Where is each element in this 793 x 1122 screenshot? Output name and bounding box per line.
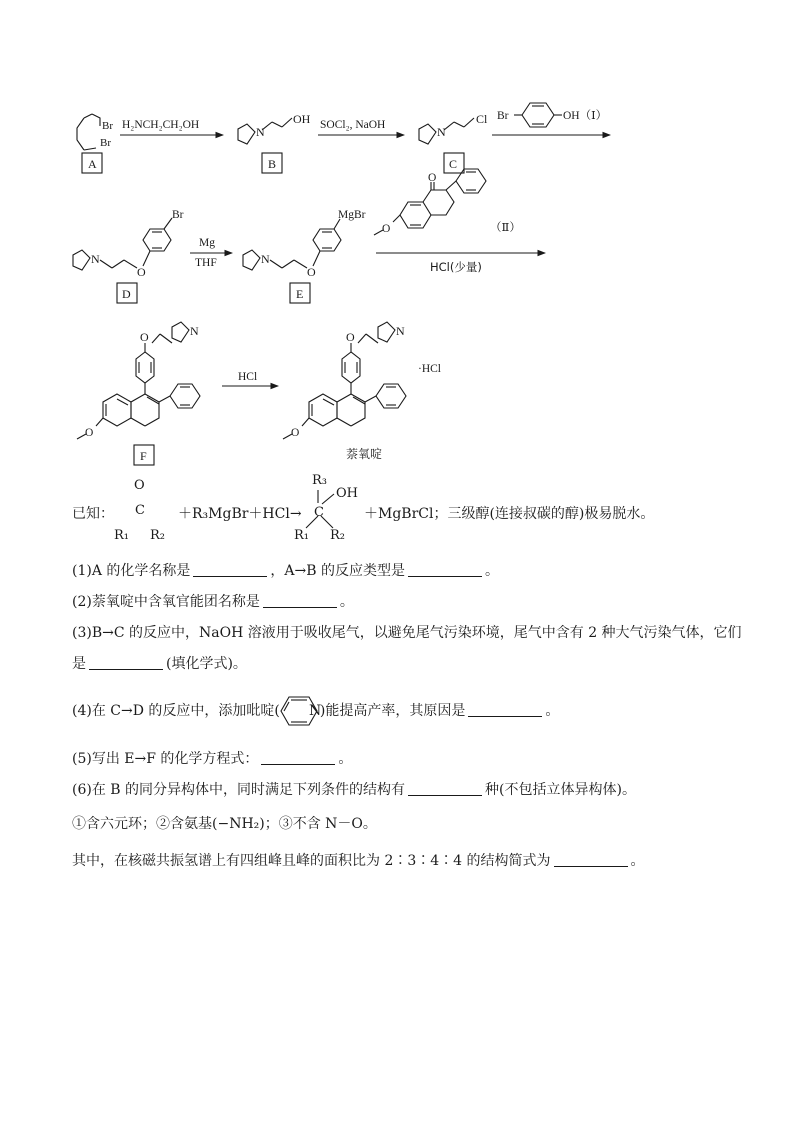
atom-o: O — [382, 223, 391, 235]
reagent-ab: H₂NCH₂CH₂OH — [122, 119, 200, 131]
question-2: (2)萘氧啶中含氧官能团名称是 。 — [72, 594, 354, 610]
atom-n: N — [190, 324, 199, 338]
question-3-line1: (3)B→C 的反应中，NaOH 溶液用于吸收尾气，以避免尾气污染环境，尾气中含有 2 种大气污染气体，它们 — [72, 625, 742, 641]
question-3-line2: 是 (填化学式)。 — [72, 656, 247, 672]
atom-br: Br — [172, 209, 184, 221]
known-r3: R₃ — [312, 473, 327, 488]
known-r1b: R₁ — [294, 528, 309, 543]
known-r2: R₂ — [150, 528, 165, 543]
atom-o: O — [137, 265, 146, 279]
atom-n: N — [396, 324, 405, 338]
known-o: O — [134, 478, 145, 493]
reagent-mg: Mg — [199, 237, 215, 249]
synthesis-scheme — [0, 0, 793, 490]
atom-br: Br — [102, 120, 113, 132]
known-reagents: ＋R₃MgBr＋HCl→ — [178, 506, 302, 522]
question-6-last: 其中，在核磁共振氢谱上有四组峰且峰的面积比为 2∶3∶4∶4 的结构简式为 。 — [72, 853, 645, 869]
question-6: (6)在 B 的同分异构体中，同时满足下列条件的结构有 种(不包括立体异构体)。 — [72, 782, 636, 798]
answer-blank[interactable] — [408, 562, 482, 577]
reagent-bc: SOCl₂, NaOH — [320, 119, 386, 131]
answer-blank[interactable] — [193, 562, 267, 577]
atom-o: O — [346, 330, 355, 344]
answer-blank[interactable] — [408, 781, 482, 796]
label-a: A — [88, 157, 97, 171]
known-prefix: 已知： — [72, 506, 114, 522]
atom-n: N — [91, 252, 100, 266]
known-c: C — [135, 503, 145, 518]
answer-blank[interactable] — [89, 655, 163, 670]
compound-e — [243, 209, 366, 303]
atom-mgbr: MgBr — [338, 209, 366, 221]
atom-br: Br — [100, 137, 111, 149]
atom-o: O — [307, 265, 316, 279]
compound-nafoxidine — [283, 322, 406, 439]
label-d: D — [122, 287, 131, 301]
reagent-hcl: HCl — [238, 371, 258, 383]
label-f: F — [140, 449, 147, 463]
question-5: (5)写出 E→F 的化学方程式： 。 — [72, 751, 353, 767]
label-c: C — [449, 157, 458, 171]
hcl-salt: ·HCl — [418, 363, 441, 375]
reagent-ii — [374, 169, 521, 235]
compound-f — [77, 322, 200, 465]
pyridine-n: N — [309, 703, 322, 719]
label-b: B — [268, 157, 277, 171]
reagent-ii-label: （Ⅱ） — [490, 222, 521, 234]
reagent-i-oh: OH（Ⅰ） — [563, 110, 608, 122]
compound-d — [73, 209, 184, 303]
atom-oh: OH — [293, 112, 311, 126]
answer-blank[interactable] — [263, 593, 337, 608]
atom-o: O — [291, 427, 300, 439]
reagent-thf: THF — [195, 257, 217, 269]
atom-n: N — [256, 125, 265, 139]
known-r2b: R₂ — [330, 528, 345, 543]
compound-c — [419, 112, 488, 173]
atom-cl: Cl — [476, 112, 488, 126]
product-name: 萘氧啶 — [346, 447, 383, 461]
known-c2: C — [314, 505, 324, 520]
compound-a — [77, 114, 113, 173]
atom-o: O — [85, 427, 94, 439]
known-oh: OH — [336, 486, 358, 501]
atom-o: O — [428, 172, 437, 184]
label-e: E — [296, 287, 304, 301]
atom-n: N — [437, 125, 446, 139]
reagent-hcl-small: HCl(少量) — [430, 260, 482, 274]
question-4: (4)在 C→D 的反应中，添加吡啶( )能提高产率，其原因是 。 — [72, 703, 560, 719]
answer-blank[interactable] — [261, 750, 335, 765]
atom-o: O — [140, 330, 149, 344]
compound-b — [238, 112, 311, 173]
known-r1: R₁ — [114, 528, 129, 543]
question-1: (1)A 的化学名称是 ，A→B 的反应类型是 。 — [72, 563, 499, 579]
reagent-i-br: Br — [497, 110, 509, 122]
atom-n: N — [261, 252, 270, 266]
reagent-i — [497, 103, 607, 127]
question-6-conditions: ①含六元环；②含氨基(−NH₂)；③不含 N－O。 — [72, 816, 377, 832]
answer-blank[interactable] — [468, 702, 542, 717]
answer-blank[interactable] — [554, 852, 628, 867]
known-suffix: ＋MgBrCl；三级醇(连接叔碳的醇)极易脱水。 — [364, 506, 655, 522]
